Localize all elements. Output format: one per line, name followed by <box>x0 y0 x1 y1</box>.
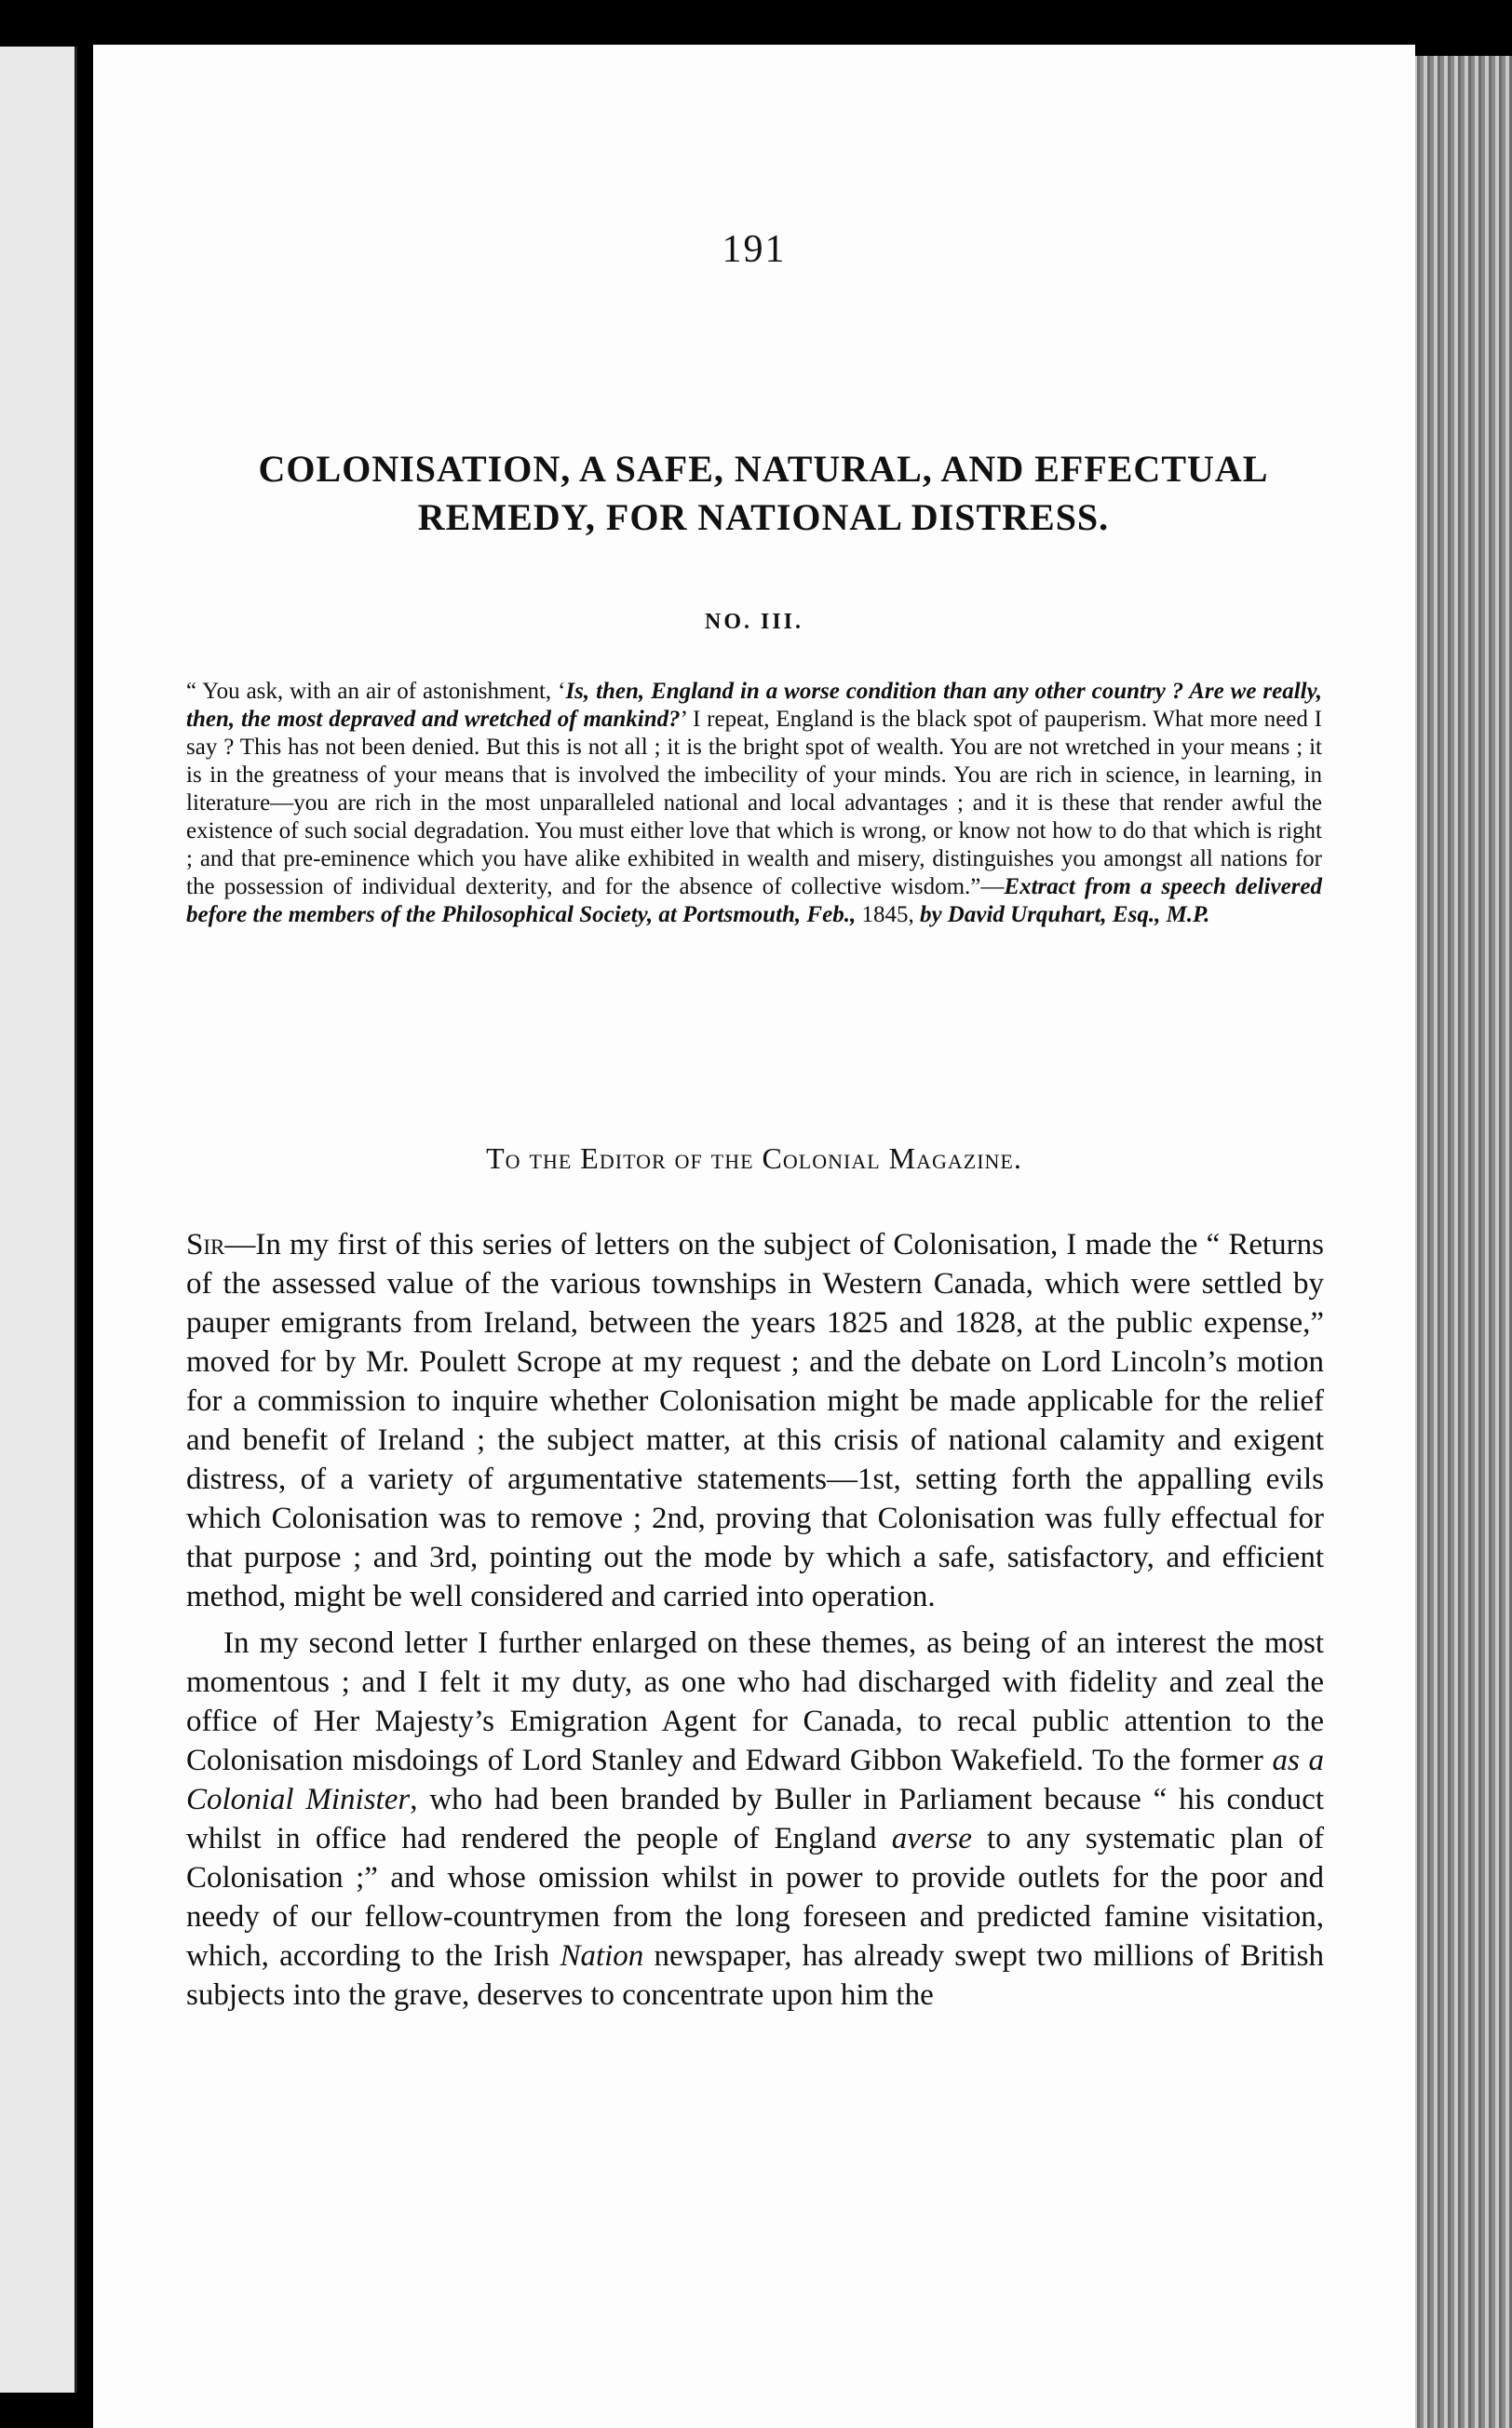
epigraph-source: Extract from a speech delivered before the members of the Philosophical Society, at Portsmouth, Feb., <box>186 874 1322 927</box>
paragraph-2-italic-1: as a Colonial Minister <box>186 1744 1325 1816</box>
title-line-2: REMEDY, FOR NATIONAL DISTRESS. <box>417 496 1110 538</box>
article-number: NO. III. <box>704 610 804 634</box>
paragraph-2-text-b: , who had been branded by Buller in Parliament because “ his conduct whilst in office had rendered the people of England <box>186 1783 1324 1855</box>
epigraph-author: by David Urquhart, Esq., M.P. <box>919 902 1210 927</box>
article-title <box>205 445 1322 542</box>
paragraph-2-text-a: In my second letter I further enlarged on these themes, as being of an interest the most momentous ; and I felt it my duty, as one who had discharged with fidelity and zeal the office of Her Majesty’s Emigration Agent for Canada, to recal public attention to the Colonisation misdoings of Lord Stanley and Edward Gibbon Wakefield. To the former <box>186 1626 1324 1777</box>
paragraph-1 <box>186 1225 1324 1616</box>
paragraph-2-italic-2: averse <box>891 1822 972 1855</box>
paragraph-2-text-d: newspaper, has already swept two millions of British subjects into the grave, deserves to concentrate upon him the <box>186 1939 1325 2012</box>
epigraph-question: Is, then, England in a worse condition than any other country ? Are we really, then, the most depraved and wretched of mankind? <box>186 679 1323 732</box>
paragraph-2 <box>186 1624 1324 2015</box>
epigraph-text: ’ I repeat, England is the black spot of pauperism. What more need I say ? This has not been denied. But this is not all ; it is the bright spot of wealth. You are not wretched in your means ; it is in the greatness of your means that is involved the imbecility of your minds. You are rich in science, in learning, in literature—you are rich in the most unparalleled national and local advantages ; and it is these that render awful the existence of such social degradation. You must either love that which is wrong, or know not how to do that which is right ; and that pre-eminence which you have alike exhibited in wealth and misery, distinguishes you amongst all nations for the possession of individual dexterity, and for the absence of collective wisdom.”— <box>186 707 1323 899</box>
epigraph-year: 1845, <box>856 902 920 927</box>
paragraph-2-text-c: to any systematic plan of Colonisation ;” and whose omission whilst in power to provide outlets for the poor and needy of our fellow-countrymen from the long foreseen and predicted famine visitation, which, according to the Irish <box>186 1822 1325 1973</box>
letter-body <box>186 1225 1324 2015</box>
epigraph-open: “ You ask, with an air of astonishment, ‘ <box>186 679 566 704</box>
book-page <box>93 45 1415 2428</box>
facing-page-edge <box>0 47 77 2393</box>
page-number: 191 <box>722 228 787 271</box>
epigraph-quote <box>186 678 1322 929</box>
title-line-1: COLONISATION, A SAFE, NATURAL, AND EFFECTUAL <box>258 448 1269 490</box>
paragraph-2-italic-3: Nation <box>560 1939 644 1973</box>
book-page-edges <box>1410 56 1512 2428</box>
salutation: Sir <box>186 1228 225 1261</box>
letter-address: To the Editor of the Colonial Magazine. <box>486 1141 1022 1175</box>
paragraph-1-text: —In my first of this series of letters on the subject of Colonisation, I made the “ Returns of the assessed value of the various townships in Western Canada, which were settled by pauper emigrants from Ireland, between the years 1825 and 1828, at the public expense,” moved for by Mr. Poulett Scrope at my request ; and the debate on Lord Lincoln’s motion for a commission to inquire whether Colonisation might be made applicable for the relief and benefit of Ireland ; the subject matter, at this crisis of national calamity and exigent distress, of a variety of argumentative statements—1st, setting forth the appalling evils which Colonisation was to remove ; 2nd, proving that Colonisation was fully effectual for that purpose ; and 3rd, pointing out the mode by which a safe, satisfactory, and efficient method, might be well considered and carried into operation. <box>186 1228 1324 1613</box>
